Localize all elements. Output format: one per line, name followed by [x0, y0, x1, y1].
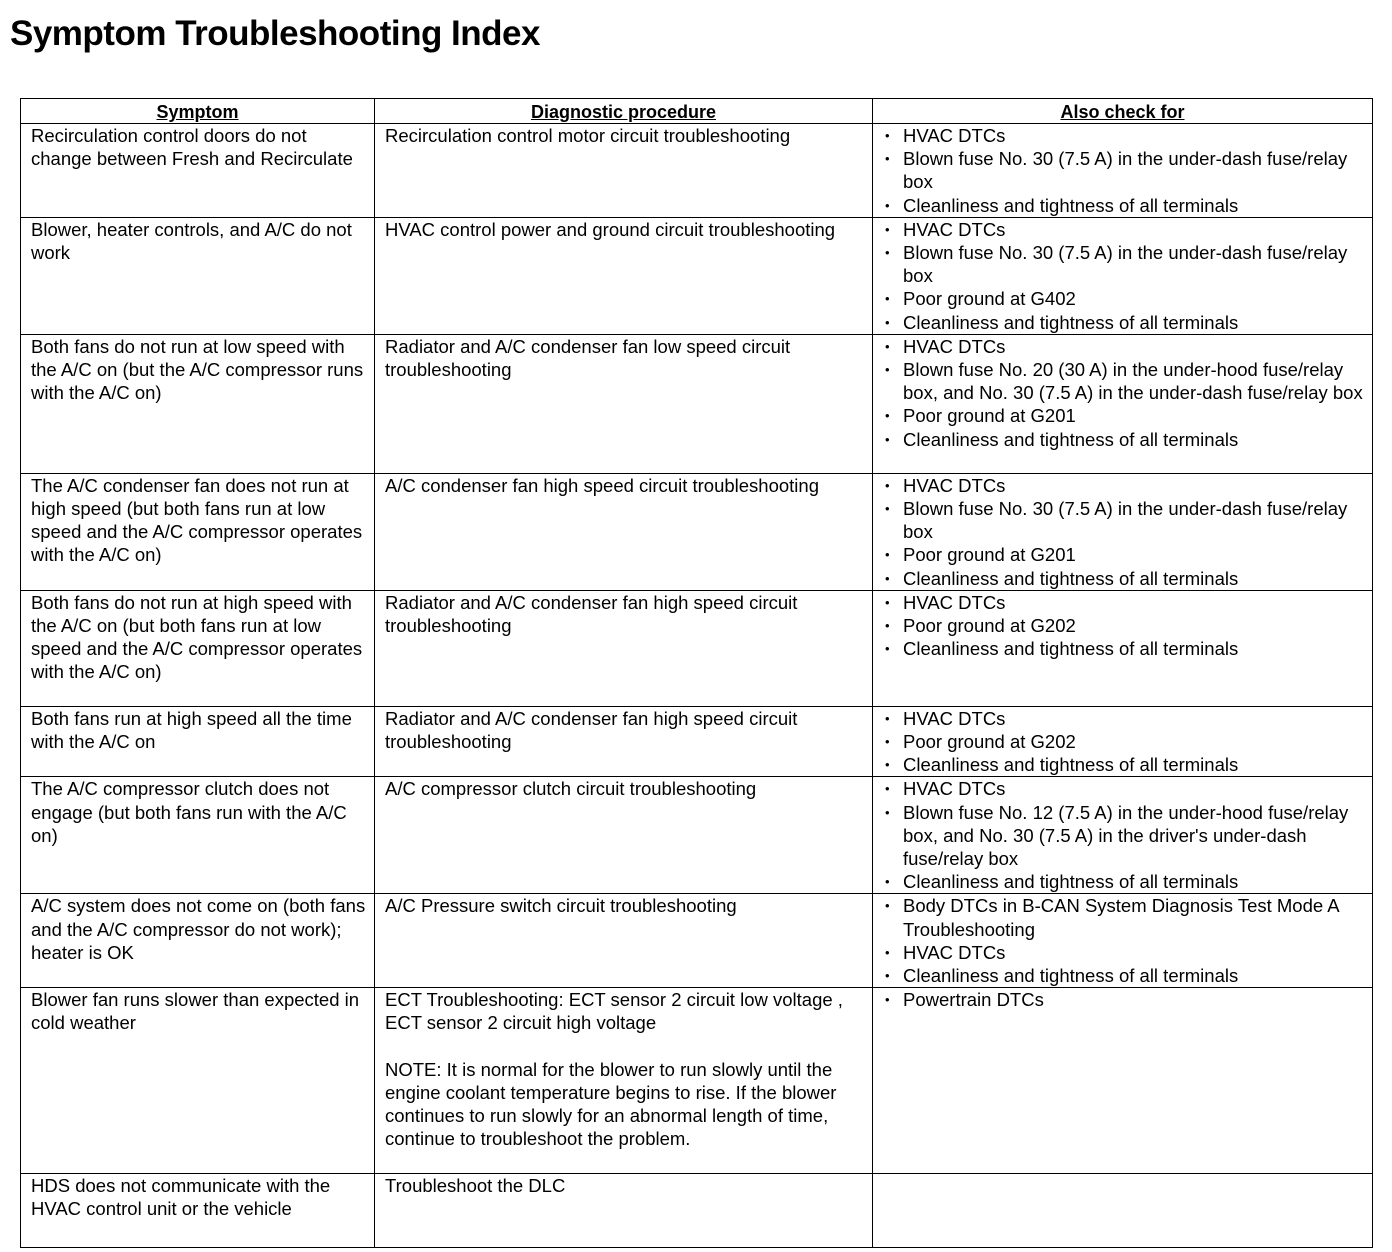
- check-item: • Cleanliness and tightness of all terminals: [883, 637, 1366, 660]
- procedure-text: HVAC control power and ground circuit troubleshooting: [385, 218, 836, 240]
- checks-cell: [873, 124, 1373, 218]
- check-item: • Blown fuse No. 30 (7.5 A) in the under-dash fuse/relay box: [883, 497, 1366, 543]
- symptom-cell: A/C system does not come on (both fans and the A/C compressor do not work); heater is OK: [21, 894, 375, 988]
- checks-cell: [873, 217, 1373, 334]
- procedure-cell: [375, 473, 873, 590]
- procedure-text: Recirculation control motor circuit troubleshooting: [385, 125, 791, 146]
- procedure-text: Radiator and A/C condenser fan high speed circuit troubleshooting: [385, 591, 798, 637]
- checks-list: [883, 124, 1366, 217]
- table-row: [21, 124, 1373, 218]
- procedure-text: A/C compressor clutch circuit troubleshooting: [385, 778, 757, 800]
- check-item: • Poor ground at G402: [883, 287, 1366, 310]
- procedure-cell: [375, 217, 873, 334]
- table-row: [21, 777, 1373, 894]
- check-item: • Cleanliness and tightness of all terminals: [883, 428, 1366, 451]
- checks-list: [883, 777, 1366, 893]
- procedure-cell: [375, 1174, 873, 1248]
- table-row: [21, 1174, 1373, 1248]
- procedure-text: A/C Pressure switch circuit troubleshooting: [385, 895, 737, 917]
- symptom-table: [20, 98, 1373, 1248]
- header-also-check-for: Also check for: [873, 99, 1373, 124]
- check-item: • HVAC DTCs: [883, 941, 1366, 964]
- table-row: [21, 894, 1373, 988]
- checks-cell: [873, 334, 1373, 473]
- check-item: • Blown fuse No. 20 (30 A) in the under-hood fuse/relay box, and No. 30 (7.5 A) in the under-dash fuse/relay box: [883, 358, 1366, 404]
- procedure-text: Radiator and A/C condenser fan low speed circuit troubleshooting: [385, 335, 791, 381]
- checks-cell: [873, 988, 1373, 1174]
- table-row: [21, 217, 1373, 334]
- symptom-cell: The A/C condenser fan does not run at high speed (but both fans run at low speed and the A/C compressor operates with the A/C on): [21, 473, 375, 590]
- check-item: • Poor ground at G202: [883, 730, 1366, 753]
- check-item: • Blown fuse No. 12 (7.5 A) in the under-hood fuse/relay box, and No. 30 (7.5 A) in the driver's under-dash fuse/relay box: [883, 801, 1366, 871]
- check-item: • Cleanliness and tightness of all terminals: [883, 567, 1366, 590]
- check-item: • HVAC DTCs: [883, 335, 1366, 358]
- check-item: • Poor ground at G201: [883, 404, 1366, 427]
- table-row: [21, 706, 1373, 777]
- table-row: [21, 334, 1373, 473]
- checks-list: [883, 335, 1366, 451]
- check-item: • HVAC DTCs: [883, 707, 1366, 730]
- check-item: • Blown fuse No. 30 (7.5 A) in the under-dash fuse/relay box: [883, 147, 1366, 193]
- symptom-cell: Both fans do not run at high speed with the A/C on (but both fans run at low speed and the A/C compressor operates with the A/C on): [21, 590, 375, 706]
- symptom-cell: Both fans run at high speed all the time with the A/C on: [21, 706, 375, 777]
- procedure-text: A/C condenser fan high speed circuit troubleshooting: [385, 474, 819, 496]
- check-item: • HVAC DTCs: [883, 218, 1366, 241]
- table-row: [21, 988, 1373, 1174]
- page-title: Symptom Troubleshooting Index: [10, 14, 540, 53]
- header-symptom: Symptom: [21, 99, 375, 124]
- table-row: [21, 473, 1373, 590]
- check-item: • HVAC DTCs: [883, 777, 1366, 800]
- check-item: • Poor ground at G201: [883, 543, 1366, 566]
- check-item: • HVAC DTCs: [883, 124, 1366, 147]
- checks-cell: [873, 473, 1373, 590]
- check-item: • Body DTCs in B-CAN System Diagnosis Test Mode A Troubleshooting: [883, 894, 1366, 940]
- check-item: • Powertrain DTCs: [883, 988, 1366, 1011]
- procedure-cell: [375, 894, 873, 988]
- checks-cell: [873, 590, 1373, 706]
- procedure-cell: [375, 334, 873, 473]
- check-item: • Blown fuse No. 30 (7.5 A) in the under-dash fuse/relay box: [883, 241, 1366, 287]
- symptom-cell: Both fans do not run at low speed with the A/C on (but the A/C compressor runs with the A/C on): [21, 334, 375, 473]
- checks-list: [883, 894, 1366, 987]
- checks-list: [883, 591, 1366, 661]
- checks-list: [883, 988, 1366, 1011]
- symptom-cell: Recirculation control doors do not change between Fresh and Recirculate: [21, 124, 375, 218]
- procedure-cell: [375, 706, 873, 777]
- header-diagnostic-procedure: Diagnostic procedure: [375, 99, 873, 124]
- procedure-cell: [375, 988, 873, 1174]
- checks-list: [883, 218, 1366, 334]
- table-row: [21, 590, 1373, 706]
- procedure-text: Troubleshoot the DLC: [385, 1175, 566, 1197]
- procedure-cell: [375, 590, 873, 706]
- check-item: • Cleanliness and tightness of all terminals: [883, 964, 1366, 987]
- procedure-cell: [375, 124, 873, 218]
- checks-list: [883, 474, 1366, 590]
- checks-cell: [873, 706, 1373, 777]
- check-item: • HVAC DTCs: [883, 591, 1366, 614]
- procedure-text: ECT Troubleshooting: ECT sensor 2 circuit low voltage , ECT sensor 2 circuit high voltage: [385, 989, 843, 1034]
- table-header-row: [21, 99, 1373, 124]
- checks-list: [883, 707, 1366, 777]
- procedure-text: Radiator and A/C condenser fan high speed circuit troubleshooting: [385, 707, 798, 753]
- check-item: • HVAC DTCs: [883, 474, 1366, 497]
- check-item: • Cleanliness and tightness of all terminals: [883, 870, 1366, 893]
- check-item: • Cleanliness and tightness of all terminals: [883, 753, 1366, 776]
- procedure-cell: [375, 777, 873, 894]
- check-item: • Poor ground at G202: [883, 614, 1366, 637]
- symptom-cell: HDS does not communicate with the HVAC control unit or the vehicle: [21, 1174, 375, 1248]
- symptom-cell: The A/C compressor clutch does not engage (but both fans run with the A/C on): [21, 777, 375, 894]
- symptom-cell: Blower fan runs slower than expected in cold weather: [21, 988, 375, 1174]
- procedure-note: NOTE: It is normal for the blower to run slowly until the engine coolant temperature begins to rise. If the blower continues to run slowly for an abnormal length of time, continue to troubleshoot the problem.: [385, 1058, 837, 1150]
- checks-cell: [873, 894, 1373, 988]
- check-item: • Cleanliness and tightness of all terminals: [883, 194, 1366, 217]
- checks-cell: [873, 777, 1373, 894]
- symptom-cell: Blower, heater controls, and A/C do not work: [21, 217, 375, 334]
- check-item: • Cleanliness and tightness of all terminals: [883, 311, 1366, 334]
- checks-cell: [873, 1174, 1373, 1248]
